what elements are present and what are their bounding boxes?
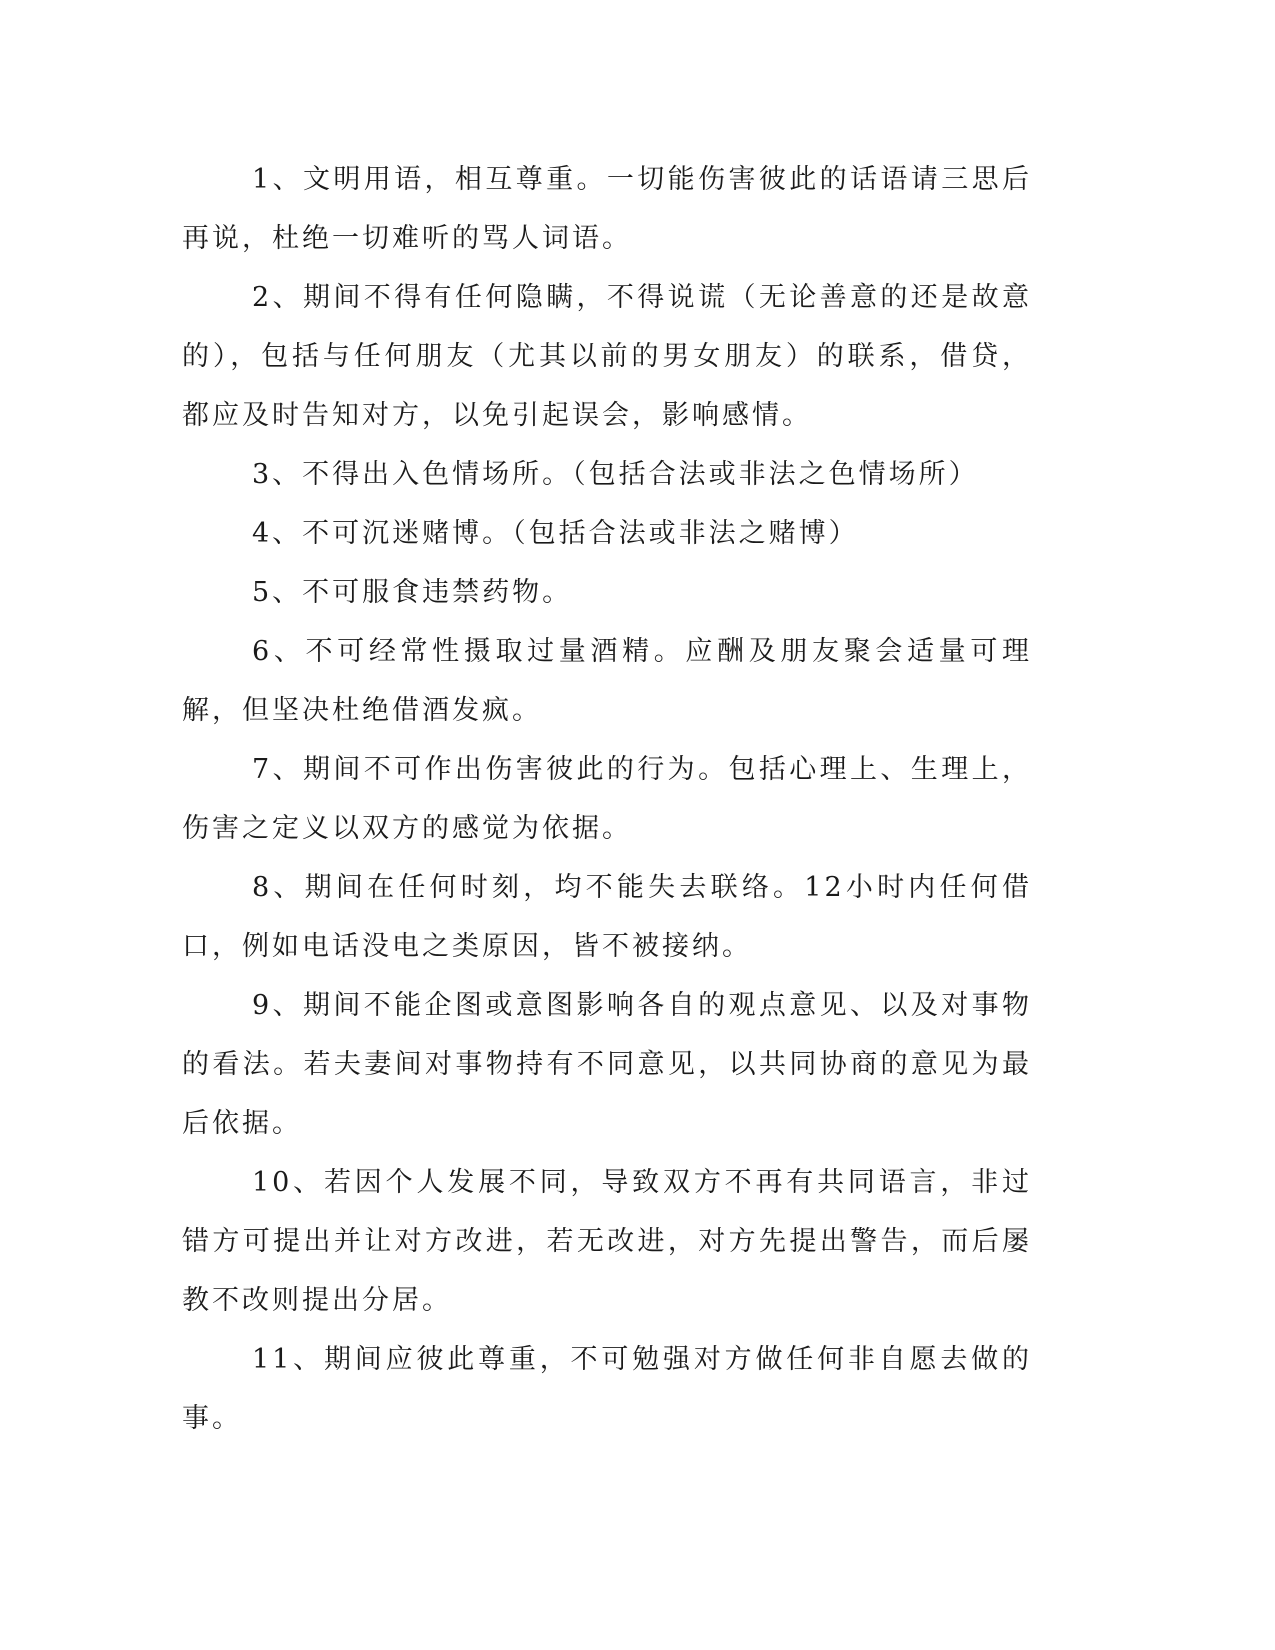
rule-paragraph-10: 10、若因个人发展不同，导致双方不再有共同语言，非过错方可提出并让对方改进，若无改进，对方先提出警告，而后屡教不改则提出分居。 <box>182 1167 1032 1316</box>
rule-paragraph-4: 4、不可沉迷赌博。（包括合法或非法之赌博） <box>252 518 859 549</box>
rule-paragraph-6: 6、不可经常性摄取过量酒精。应酬及朋友聚会适量可理解，但坚决杜绝借酒发疯。 <box>182 636 1032 726</box>
rule-paragraph-5: 5、不可服食违禁药物。 <box>252 577 573 608</box>
rule-paragraph-7: 7、期间不可作出伤害彼此的行为。包括心理上、生理上，伤害之定义以双方的感觉为依据。 <box>182 754 1032 844</box>
rule-paragraph-1: 1、文明用语，相互尊重。一切能伤害彼此的话语请三思后再说，杜绝一切难听的骂人词语。 <box>182 164 1032 254</box>
rule-paragraph-3: 3、不得出入色情场所。（包括合法或非法之色情场所） <box>252 459 979 490</box>
rule-paragraph-2: 2、期间不得有任何隐瞒，不得说谎（无论善意的还是故意的），包括与任何朋友（尤其以前的男女朋友）的联系，借贷，都应及时告知对方，以免引起误会，影响感情。 <box>182 282 1032 431</box>
rule-paragraph-11: 11、期间应彼此尊重，不可勉强对方做任何非自愿去做的事。 <box>182 1344 1032 1434</box>
document-body <box>182 150 1032 1448</box>
rule-paragraph-8: 8、期间在任何时刻，均不能失去联络。12小时内任何借口，例如电话没电之类原因，皆不被接纳。 <box>182 872 1032 962</box>
rule-paragraph-9: 9、期间不能企图或意图影响各自的观点意见、以及对事物的看法。若夫妻间对事物持有不同意见，以共同协商的意见为最后依据。 <box>182 990 1032 1139</box>
